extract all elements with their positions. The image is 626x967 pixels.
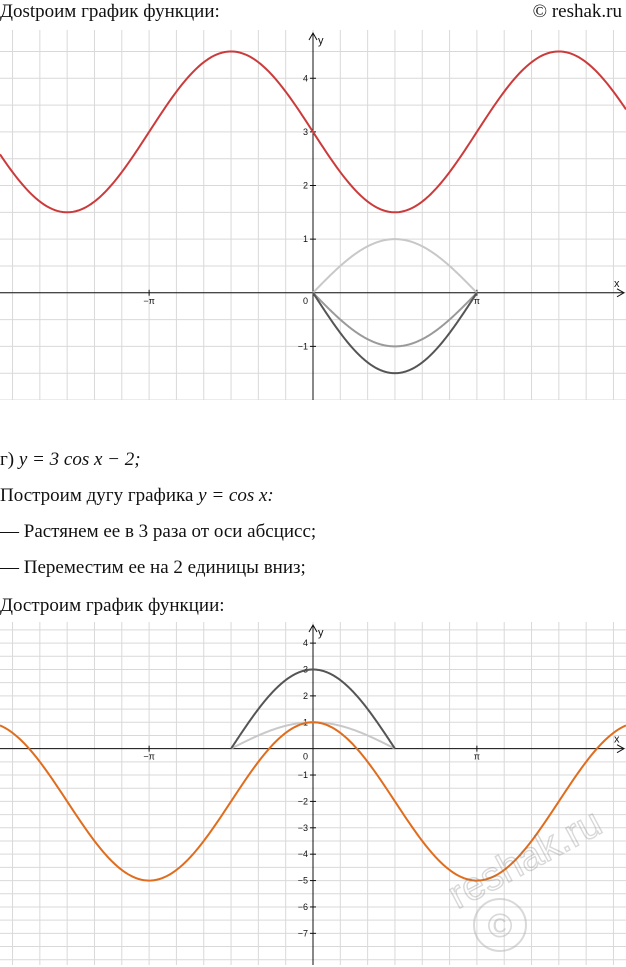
chart-2-x-axis-label: x xyxy=(614,733,620,746)
chart-1-y-tick-label: −1 xyxy=(297,341,308,352)
chart-2-y-tick-label: −5 xyxy=(297,875,308,886)
step-2: — Растянем ее в 3 раза от оси абсцисс; xyxy=(0,521,317,542)
chart-2-svg xyxy=(0,622,626,965)
task-formula: y = 3 cos x − 2; xyxy=(18,449,141,470)
chart-1-y-tick-label: 3 xyxy=(302,126,308,137)
chart-2-y-axis-label: y xyxy=(318,627,324,639)
chart-2-y-tick-label: 1 xyxy=(302,717,308,728)
chart-2-y-tick-label: 2 xyxy=(302,690,308,701)
chart-2-y-tick-label: 3 xyxy=(302,664,308,675)
step-4: Достроим график функции: xyxy=(0,595,225,616)
chart-2-y-tick-label: −3 xyxy=(297,822,308,833)
chart-2-x-tick-label: π xyxy=(473,751,480,762)
chart-2-y-tick-label: 4 xyxy=(302,638,308,649)
chart-2-x-tick-label: −π xyxy=(143,751,155,762)
chart-2-y-tick-label: −1 xyxy=(297,770,308,781)
step-1 xyxy=(0,484,274,508)
chart-1-y-tick-label: 1 xyxy=(302,234,308,245)
chart-1-y-axis-label: y xyxy=(318,35,324,47)
graph-2 xyxy=(0,622,626,965)
graph-1 xyxy=(0,30,626,400)
chart-2-y-tick-label: −6 xyxy=(297,901,308,912)
task-letter: г) xyxy=(0,449,19,470)
step-3: — Переместим ее на 2 единицы вниз; xyxy=(0,557,306,578)
chart-1-y-tick-label: 4 xyxy=(302,73,308,84)
header-title: Дostроим график функции: xyxy=(0,1,220,22)
step-1-formula: y = cos x: xyxy=(198,485,274,506)
chart-1-x-tick-label: −π xyxy=(143,295,155,306)
task-label xyxy=(0,448,141,472)
watermark-symbol: © xyxy=(487,907,513,945)
chart-2-y-tick-label: −2 xyxy=(297,796,308,807)
chart-1-y-tick-label: 2 xyxy=(302,180,308,191)
chart-1-x-axis-label: x xyxy=(614,277,620,290)
chart-2-origin-label: 0 xyxy=(303,751,309,762)
step-1-text: Построим дугу графика xyxy=(0,485,199,506)
chart-1-svg xyxy=(0,30,626,400)
chart-1-origin-label: 0 xyxy=(303,295,309,306)
watermark-text: reshak.ru xyxy=(440,800,609,918)
site-credit: © reshak.ru xyxy=(532,1,622,22)
chart-2-y-tick-label: −7 xyxy=(297,928,308,939)
chart-2-y-tick-label: −4 xyxy=(297,849,308,860)
chart-1-x-tick-label: π xyxy=(473,295,480,306)
